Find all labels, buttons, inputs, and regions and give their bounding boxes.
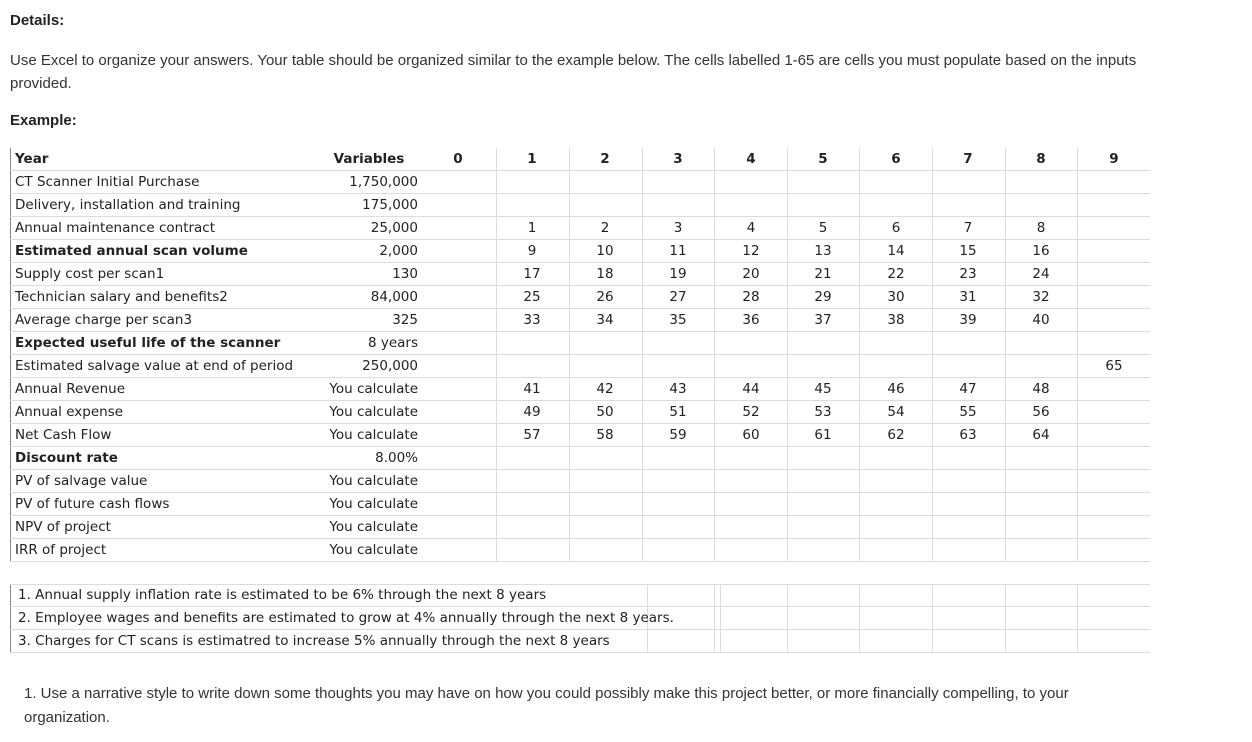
numbered-cell: 25 [523, 289, 541, 305]
numbered-cell: 30 [887, 289, 905, 305]
variable-value: 2,000 [379, 243, 418, 259]
table-row [10, 309, 1150, 332]
numbered-cell: 33 [523, 312, 541, 328]
example-heading: Example: [10, 112, 77, 129]
table-row [10, 470, 1150, 493]
variable-value: You calculate [329, 427, 418, 443]
table-row [10, 401, 1150, 424]
numbered-cell: 12 [742, 243, 760, 259]
numbered-cell: 50 [596, 404, 614, 420]
row-label: Technician salary and benefits2 [15, 289, 228, 305]
numbered-cell: 26 [596, 289, 614, 305]
numbered-cell: 14 [887, 243, 905, 259]
numbered-cell: 52 [742, 404, 760, 420]
year-column-header: 8 [1036, 151, 1046, 167]
variable-value: You calculate [329, 473, 418, 489]
variable-value: You calculate [329, 496, 418, 512]
variable-value: 8.00% [375, 450, 418, 466]
numbered-cell: 1 [527, 220, 537, 236]
table-row [10, 240, 1150, 263]
footnote-row [10, 607, 1150, 630]
numbered-cell: 11 [669, 243, 687, 259]
intro-text: Use Excel to organize your answers. Your table should be organized similar to the example below. The cells labelled 1-65 are cells you must populate based on the inputs provided. [10, 52, 1137, 92]
numbered-cell: 55 [959, 404, 977, 420]
numbered-cell: 10 [596, 243, 614, 259]
numbered-cell: 27 [669, 289, 687, 305]
numbered-cell: 24 [1032, 266, 1050, 282]
numbered-cell: 5 [818, 220, 828, 236]
numbered-cell: 57 [523, 427, 541, 443]
year-column-header: 3 [673, 151, 683, 167]
numbered-cell: 7 [963, 220, 973, 236]
numbered-cell: 37 [814, 312, 832, 328]
row-label: Delivery, installation and training [15, 197, 241, 213]
variable-value: 84,000 [370, 289, 418, 305]
row-label: Expected useful life of the scanner [15, 335, 281, 351]
numbered-cell: 23 [959, 266, 977, 282]
numbered-cell: 64 [1032, 427, 1050, 443]
row-label: Estimated salvage value at end of period [15, 358, 294, 374]
numbered-cell: 56 [1032, 404, 1050, 420]
variable-value: 1,750,000 [349, 174, 418, 190]
numbered-cell: 65 [1105, 358, 1123, 374]
table-row [10, 447, 1150, 470]
variable-value: You calculate [329, 404, 418, 420]
year-column-header: 0 [453, 151, 463, 167]
table-row [10, 355, 1150, 378]
row-label: NPV of project [15, 519, 111, 535]
variable-value: 25,000 [370, 220, 418, 236]
numbered-cell: 34 [596, 312, 614, 328]
numbered-cell: 44 [742, 381, 760, 397]
numbered-cell: 58 [596, 427, 614, 443]
footnote-text: 2. Employee wages and benefits are estimated to grow at 4% annually through the next 8 years. [18, 610, 674, 626]
numbered-cell: 49 [523, 404, 541, 420]
row-label: PV of salvage value [15, 473, 148, 489]
numbered-cell: 21 [814, 266, 832, 282]
numbered-cell: 15 [959, 243, 977, 259]
numbered-cell: 22 [887, 266, 905, 282]
numbered-cell: 60 [742, 427, 760, 443]
row-label: CT Scanner Initial Purchase [15, 174, 200, 190]
header-row [10, 148, 1150, 171]
numbered-cell: 9 [527, 243, 537, 259]
numbered-cell: 42 [596, 381, 614, 397]
numbered-cell: 36 [742, 312, 760, 328]
numbered-cell: 46 [887, 381, 905, 397]
row-label: Estimated annual scan volume [15, 243, 248, 259]
table-row [10, 263, 1150, 286]
numbered-cell: 43 [669, 381, 687, 397]
numbered-cell: 2 [600, 220, 610, 236]
numbered-cell: 6 [891, 220, 901, 236]
numbered-cell: 4 [746, 220, 756, 236]
variable-value: 175,000 [362, 197, 418, 213]
row-label: PV of future cash flows [15, 496, 170, 512]
table-row [10, 539, 1150, 562]
year-column-header: 7 [963, 151, 973, 167]
numbered-cell: 17 [523, 266, 541, 282]
numbered-cell: 47 [959, 381, 977, 397]
numbered-cell: 45 [814, 381, 832, 397]
numbered-cell: 48 [1032, 381, 1050, 397]
footnote-text: 3. Charges for CT scans is estimatred to increase 5% annually through the next 8 years [18, 633, 610, 649]
footnote-text: 1. Annual supply inflation rate is estimated to be 6% through the next 8 years [18, 587, 547, 603]
footnote-row [10, 630, 1150, 653]
year-column-header: 1 [527, 151, 537, 167]
numbered-cell: 59 [669, 427, 687, 443]
table-row [10, 171, 1150, 194]
table-row [10, 516, 1150, 539]
year-column-header: 5 [818, 151, 828, 167]
numbered-cell: 35 [669, 312, 687, 328]
year-column-header: 4 [746, 151, 756, 167]
table-row [10, 378, 1150, 401]
numbered-cell: 63 [959, 427, 977, 443]
table-row [10, 217, 1150, 240]
table-row [10, 286, 1150, 309]
numbered-cell: 51 [669, 404, 687, 420]
row-label: Net Cash Flow [15, 427, 112, 443]
numbered-cell: 61 [814, 427, 832, 443]
numbered-cell: 3 [673, 220, 683, 236]
row-label: Annual maintenance contract [15, 220, 216, 236]
narrative-question: 1. Use a narrative style to write down some thoughts you may have on how you could possibly make this project better, or more financially compelling, to your organization. [24, 685, 1069, 726]
table-row [10, 332, 1150, 355]
details-heading: Details: [10, 12, 65, 29]
table-row [10, 493, 1150, 516]
numbered-cell: 32 [1032, 289, 1050, 305]
row-label: Average charge per scan3 [15, 312, 193, 328]
numbered-cell: 28 [742, 289, 760, 305]
example-spreadsheet [10, 148, 1150, 656]
row-label: Supply cost per scan1 [15, 266, 165, 282]
row-label: IRR of project [15, 542, 107, 558]
variable-value: 8 years [367, 335, 418, 351]
variable-value: You calculate [329, 381, 418, 397]
row-label: Annual expense [15, 404, 124, 420]
numbered-cell: 18 [596, 266, 614, 282]
spacer-row [10, 562, 1150, 585]
year-header: Year [15, 151, 49, 167]
numbered-cell: 38 [887, 312, 905, 328]
footnotes-block [10, 584, 1150, 653]
numbered-cell: 16 [1032, 243, 1050, 259]
numbered-cell: 40 [1032, 312, 1050, 328]
numbered-cell: 54 [887, 404, 905, 420]
numbered-cell: 19 [669, 266, 687, 282]
numbered-cell: 13 [814, 243, 832, 259]
row-label: Discount rate [15, 450, 118, 466]
numbered-cell: 62 [887, 427, 905, 443]
year-column-header: 2 [600, 151, 610, 167]
row-label: Annual Revenue [15, 381, 126, 397]
numbered-cell: 20 [742, 266, 760, 282]
numbered-cell: 41 [523, 381, 541, 397]
numbered-cell: 29 [814, 289, 832, 305]
variable-value: 130 [392, 266, 418, 282]
year-column-header: 6 [891, 151, 901, 167]
year-column-header: 9 [1109, 151, 1119, 167]
table-row [10, 194, 1150, 217]
variable-value: 325 [392, 312, 418, 328]
variable-value: You calculate [329, 542, 418, 558]
variable-value: You calculate [329, 519, 418, 535]
numbered-cell: 39 [959, 312, 977, 328]
table-row [10, 424, 1150, 447]
variable-value: 250,000 [362, 358, 418, 374]
numbered-cell: 53 [814, 404, 832, 420]
footnote-row [10, 584, 1150, 607]
variables-header: Variables [333, 151, 405, 167]
numbered-cell: 8 [1036, 220, 1046, 236]
numbered-cell: 31 [959, 289, 977, 305]
